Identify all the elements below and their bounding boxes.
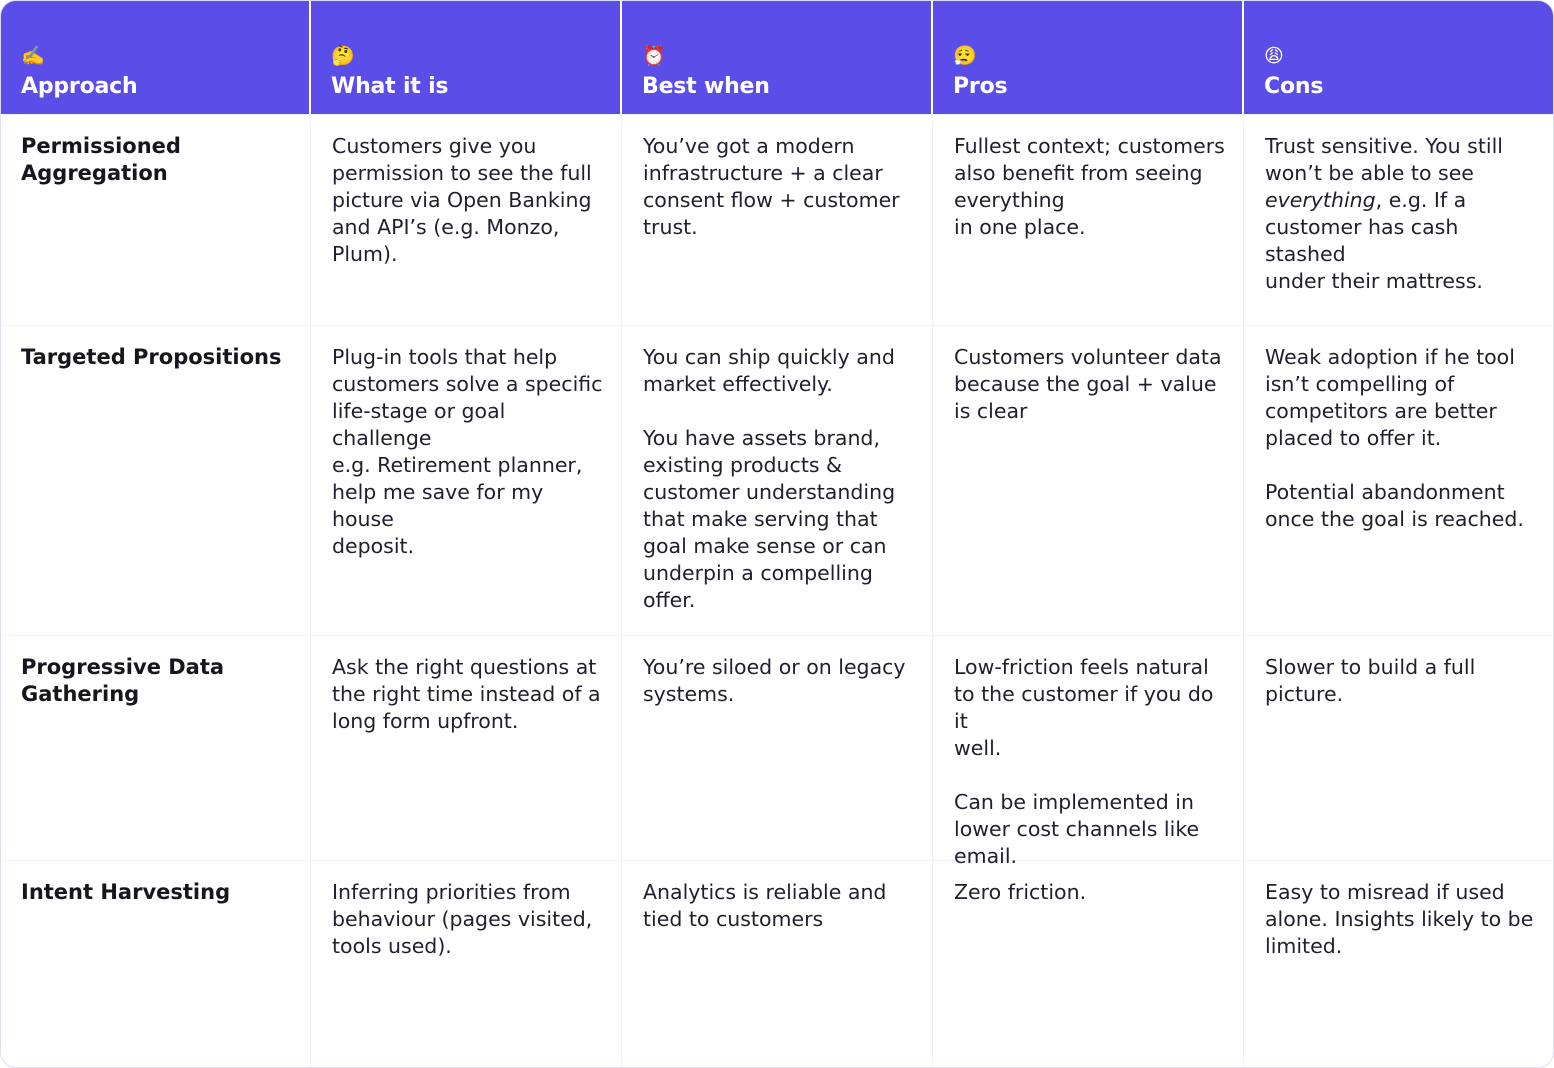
header-label: Approach	[21, 74, 138, 99]
table-row	[1, 635, 1553, 868]
header-label: Best when	[642, 74, 770, 99]
header-approach	[1, 1, 311, 114]
cons-text: , e.g. If a customer has cash stashed under their mattress.	[1265, 188, 1483, 293]
cons-cell: Slower to build a full picture.	[1265, 655, 1476, 706]
what-it-is-cell: Customers give you permission to see the full picture via Open Banking and API’s (e.g. Monzo, Plum).	[311, 115, 622, 325]
best-when-cell: You’re siloed or on legacy systems.	[622, 636, 933, 870]
approach-cell: Permissioned Aggregation	[1, 115, 311, 325]
cons-emphasis: everything	[1265, 188, 1376, 212]
thinking-face-icon: 🤔	[331, 45, 355, 67]
header-label: What it is	[331, 74, 449, 99]
header-pros	[933, 1, 1244, 114]
best-when-cell: Analytics is reliable and tied to customers	[622, 861, 933, 1067]
table-header	[1, 1, 1553, 114]
cons-text: Trust sensitive. You still won’t be able to see	[1265, 134, 1503, 185]
cons-cell: Weak adoption if he tool isn’t compelling of competitors are better placed to offer it. Potential abandonment once the goal is reached.	[1265, 345, 1524, 531]
approach-cell: Intent Harvesting	[1, 861, 311, 1067]
header-best-when	[622, 1, 933, 114]
header-what-it-is	[311, 1, 622, 114]
table-row	[1, 860, 1553, 1067]
cons-cell: Easy to misread if used alone. Insights likely to be limited.	[1265, 880, 1534, 958]
what-it-is-cell: Plug-in tools that help customers solve a specific life-stage or goal challenge e.g. Retirement planner, help me save for my house deposit.	[311, 326, 622, 635]
header-label: Pros	[953, 74, 1008, 99]
relieved-face-icon: 😮‍💨	[953, 45, 977, 67]
what-it-is-cell: Inferring priorities from behaviour (pages visited, tools used).	[311, 861, 622, 1067]
alarm-clock-icon: ⏰	[642, 45, 666, 67]
pros-cell: Low-friction feels natural to the customer if you do it well. Can be implemented in lower cost channels like email.	[933, 636, 1244, 870]
cons-cell	[1244, 115, 1553, 325]
table-row	[1, 114, 1553, 325]
pros-cell: Customers volunteer data because the goal + value is clear	[933, 326, 1244, 635]
best-when-cell: You can ship quickly and market effectively. You have assets brand, existing products & customer understanding that make serving that goal make sense or can underpin a compelling offer.	[622, 326, 933, 635]
approach-cell: Targeted Propositions	[1, 326, 311, 635]
writing-hand-icon: ✍️	[21, 45, 45, 67]
header-label: Cons	[1264, 74, 1324, 99]
pros-cell: Fullest context; customers also benefit from seeing everything in one place.	[933, 115, 1244, 325]
weary-face-icon: 😩	[1264, 45, 1284, 67]
what-it-is-cell: Ask the right questions at the right time instead of a long form upfront.	[311, 636, 622, 870]
table-row	[1, 325, 1553, 635]
pros-cell: Zero friction.	[933, 861, 1244, 1067]
best-when-cell: You’ve got a modern infrastructure + a clear consent flow + customer trust.	[622, 115, 933, 325]
header-cons	[1244, 1, 1553, 114]
approach-cell: Progressive Data Gathering	[1, 636, 311, 870]
